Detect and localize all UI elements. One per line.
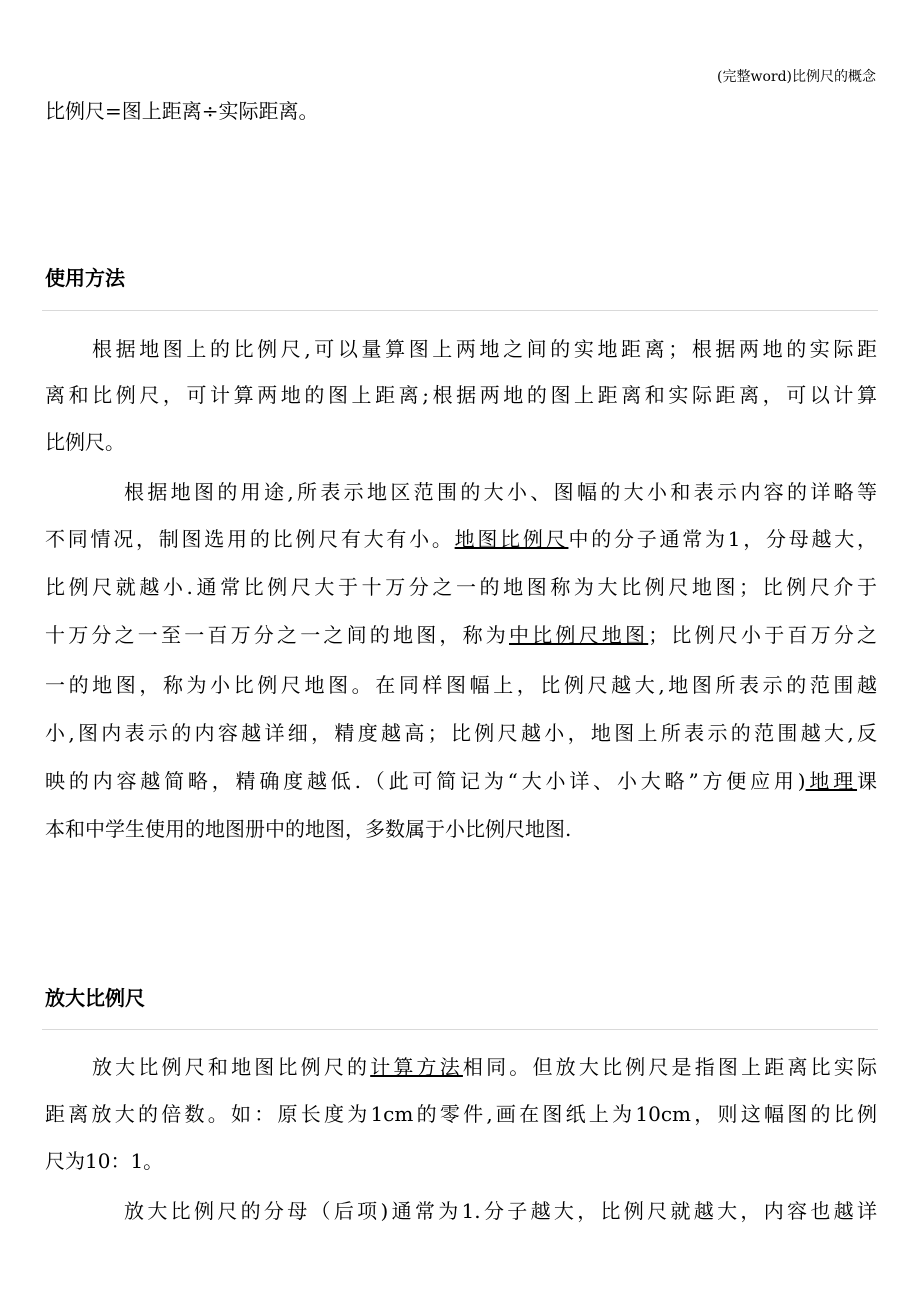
section-heading-enlarge: 放大比例尺 (45, 986, 145, 1010)
page-header: (完整word)比例尺的概念 (717, 69, 876, 85)
paragraph-line: 放大比例尺的分母（后项)通常为1.分子越大，比例尺就越大，内容也越详 (124, 1199, 877, 1223)
paragraph-line: 小,图内表示的内容越详细，精度越高；比例尺越小，地图上所表示的范围越大,反 (45, 721, 877, 745)
section-divider (42, 1029, 878, 1030)
paragraph-line: 根据地图上的比例尺,可以量算图上两地之间的实地距离；根据两地的实际距 (92, 337, 877, 361)
text-span: 十万分之一至一百万分之一之间的地图，称为 (45, 623, 509, 647)
paragraph-line (45, 620, 877, 650)
link-map-scale[interactable]: 地图比例尺 (454, 527, 569, 551)
text-span: 课 (857, 769, 878, 793)
section-divider (42, 310, 878, 311)
paragraph-line: 离和比例尺，可计算两地的图上距离;根据两地的图上距离和实际距离，可以计算 (45, 383, 877, 407)
paragraph-line: 比例尺。 (45, 430, 125, 454)
scale-formula: 比例尺=图上距离÷实际距离。 (45, 99, 319, 123)
paragraph-line: 根据地图的用途,所表示地区范围的大小、图幅的大小和表示内容的详略等 (124, 480, 877, 504)
text-span: 映的内容越简略，精确度越低.（此可简记为“大小详、小大略”方便应用) (45, 769, 806, 793)
text-span: ；比例尺小于百万分之 (648, 623, 878, 647)
text-span: 相同。但放大比例尺是指图上距离比实际 (462, 1055, 878, 1079)
paragraph-line: 比例尺就越小.通常比例尺大于十万分之一的地图称为大比例尺地图；比例尺介于 (45, 575, 877, 599)
link-calculation-method[interactable]: 计算方法 (370, 1055, 463, 1079)
paragraph-line (45, 766, 877, 796)
paragraph-line: 本和中学生使用的地图册中的地图，多数属于小比例尺地图. (45, 817, 572, 841)
text-span: 放大比例尺和地图比例尺的 (92, 1055, 371, 1079)
paragraph-line (45, 524, 877, 554)
link-medium-scale-map[interactable]: 中比例尺地图 (509, 623, 649, 647)
section-heading-usage: 使用方法 (45, 266, 125, 290)
paragraph-line: 尺为10：1。 (45, 1149, 164, 1173)
paragraph-line (92, 1052, 877, 1082)
paragraph-line: 距离放大的倍数。如：原长度为1cm的零件,画在图纸上为10cm，则这幅图的比例 (45, 1102, 877, 1126)
paragraph-line: 一的地图，称为小比例尺地图。在同样图幅上，比例尺越大,地图所表示的范围越 (45, 673, 877, 697)
text-span: 不同情况，制图选用的比例尺有大有小。 (45, 527, 455, 551)
link-geography[interactable]: 地理 (805, 769, 858, 793)
text-span: 中的分子通常为1，分母越大， (568, 527, 878, 551)
